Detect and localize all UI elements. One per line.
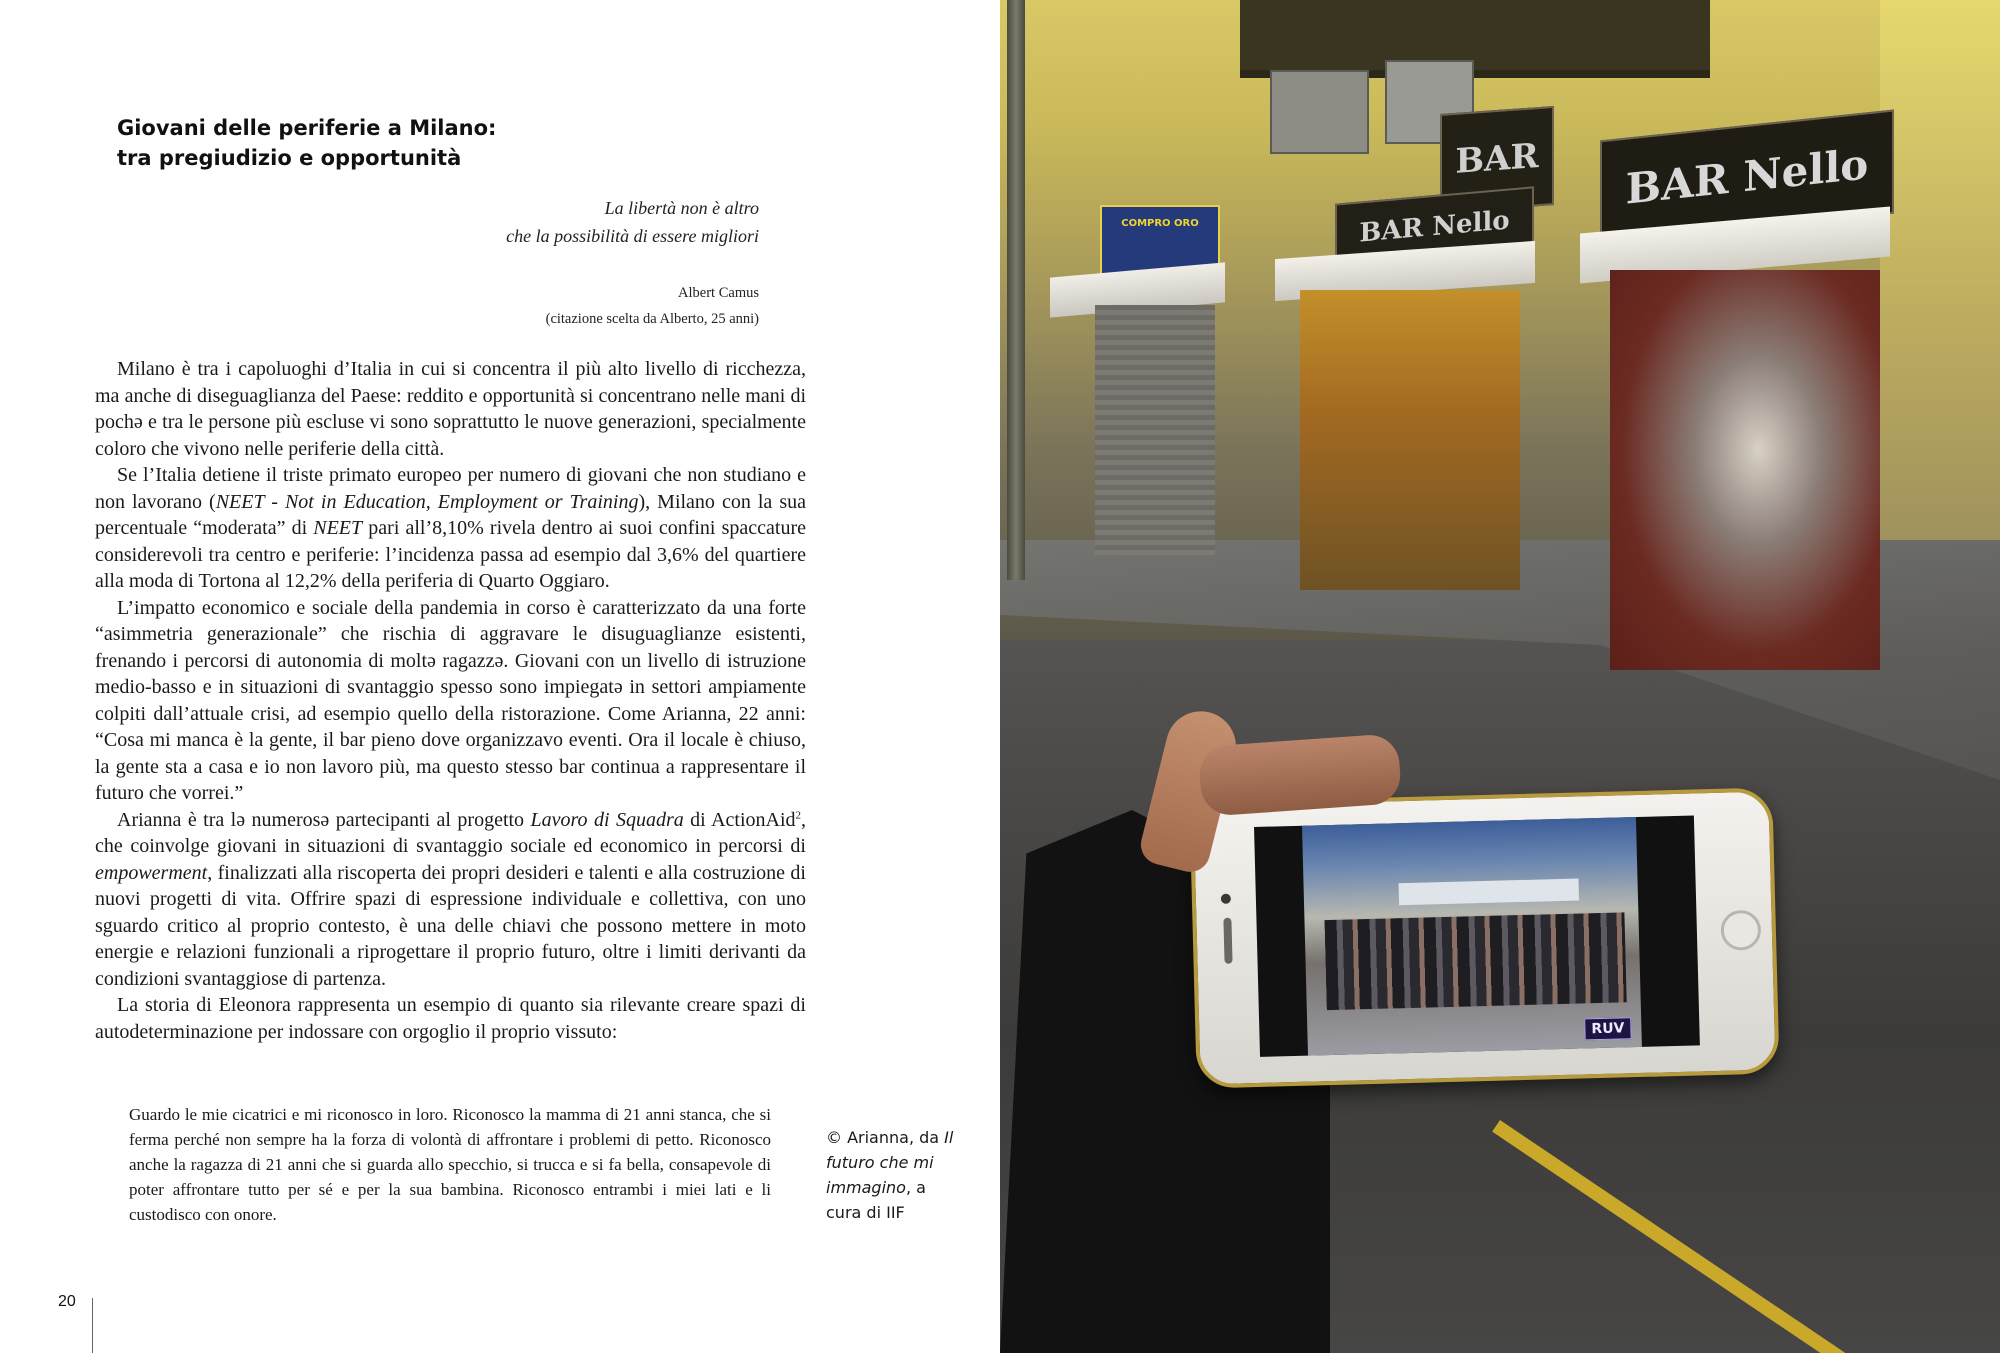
bar-nello-sign: BAR Nello: [1600, 110, 1894, 245]
street-photo: [1000, 0, 2000, 1353]
bar-nello-sign-mid: BAR Nello: [1335, 186, 1534, 267]
epigraph-line-1: La libertà non è altro: [604, 198, 759, 218]
paragraph-4: Arianna è tra lə numerosə partecipanti al progetto Lavoro di Squadra di ActionAid$^2$, che coinvolge giovani in situazioni di svantaggio sociale ed economico in percorsi di empowerment, finalizzati alla riscoperta dei propri desideri e talenti e alla costruzione di nuovi progetti di vita. Offrire spazi di espressione individuale e collettiva, con uno sguardo critico al proprio contesto, è una delle chiavi che possono mettere in moto energie e relazioni funzionali a riprogettare il proprio futuro, oltre i limiti derivanti da condizioni svantaggiose di partenza.: [95, 808, 806, 990]
fingers: [1198, 733, 1402, 817]
shutter-grey: [1095, 305, 1215, 555]
epigraph-author: Albert Camus: [678, 285, 759, 301]
speaker-grille: [1223, 918, 1232, 964]
title-line-2: tra pregiudizio e opportunità: [117, 146, 462, 170]
paragraph-2: Se l’Italia detiene il triste primato europeo per numero di giovani che non studiano e non lavorano (NEET - Not in Education, Employment or Training), Milano con la sua percentuale “moderata” di NEET pari all’8,10% rivela dentro ai suoi confini spaccature considerevoli tra centro e periferie: l’incidenza passa ad esempio dal 3,6% del quartiere alla moda di Tortona al 12,2% della periferia di Quarto Oggiaro.: [95, 464, 807, 592]
footnote-ref: 2: [795, 808, 801, 821]
article-title: [117, 113, 717, 173]
street-pole: [1007, 0, 1025, 580]
phone-photo-crowd: [1302, 817, 1642, 1056]
testimony-blockquote: Guardo le mie cicatrici e mi riconosco in loro. Riconosco la mamma di 21 anni stanca, che si ferma perché non sempre ha la forza di volontà di affrontare i problemi di petto. Riconosco anche la ragazza di 21 anni che si guarda allo specchio, si trucca e si fa bella, consapevole di poter affrontare tutto per sé e per la sua bambina. Riconosco entrambi i miei lati e li custodisco con onore.: [129, 1105, 771, 1224]
phone-photo-awning: [1399, 879, 1580, 906]
paragraph-3: L’impatto economico e sociale della pandemia in corso è caratterizzato da una forte “asimmetria generazionale” che rischia di aggravare le disuguaglianze esistenti, frenando i percorsi di autonomia di moltə ragazzə. Giovani con un livello di istruzione medio-basso e in situazioni di svantaggio spesso sono impiegatə in settori ampiamente colpiti dall’attuale crisi, ad esempio quello della ristorazione. Come Arianna, 22 anni: “Cosa mi manca è la gente, il bar pieno dove organizzavo eventi. Ora il locale è chiuso, la gente sta a casa e io non lavoro più, ma questo stesso bar continua a rappresentare il futuro che vorrei.”: [95, 596, 806, 804]
title-line-1: Giovani delle periferie a Milano:: [117, 116, 497, 140]
page-number-rule: [92, 1298, 93, 1353]
photo-caption: © Arianna, da Il futuro che mi immagino, a cura di IIF: [826, 1128, 954, 1222]
epigraph-note: (citazione scelta da Alberto, 25 anni): [545, 311, 759, 327]
shutter-graffiti-yellow: [1300, 290, 1520, 590]
balcony: [1240, 0, 1710, 78]
page-number: 20: [58, 1293, 76, 1310]
air-conditioner: [1270, 70, 1369, 154]
phone-screen: [1254, 815, 1700, 1056]
paragraph-1: Milano è tra i capoluoghi d’Italia in cui si concentra il più alto livello di ricchezza, ma anche di diseguaglianza del Paese: reddito e opportunità si concentrano nelle mani di pochə e tra le persone più escluse vi sono soprattutto le nuove generazioni, specialmente coloro che vivono nelle periferie della città.: [95, 358, 806, 460]
smartphone: [1189, 787, 1779, 1088]
camera-icon: [1221, 894, 1231, 904]
bar-sign-small: BAR: [1440, 106, 1554, 213]
epigraph-line-2: che la possibilità di essere migliori: [506, 226, 759, 246]
article-body: [95, 356, 806, 1045]
ruv-badge: RUV: [1584, 1017, 1632, 1040]
paragraph-5: La storia di Eleonora rappresenta un esempio di quanto sia rilevante creare spazi di autodeterminazione per indossare con orgoglio il proprio vissuto:: [95, 994, 806, 1043]
compro-oro-sign: COMPRO ORO: [1100, 205, 1220, 275]
epigraph-quote: [259, 194, 759, 250]
shutter-graffiti-red: [1610, 270, 1880, 670]
phone-photo-people: [1324, 912, 1626, 1010]
epigraph-attribution: [259, 280, 759, 332]
home-button-icon: [1720, 910, 1761, 951]
